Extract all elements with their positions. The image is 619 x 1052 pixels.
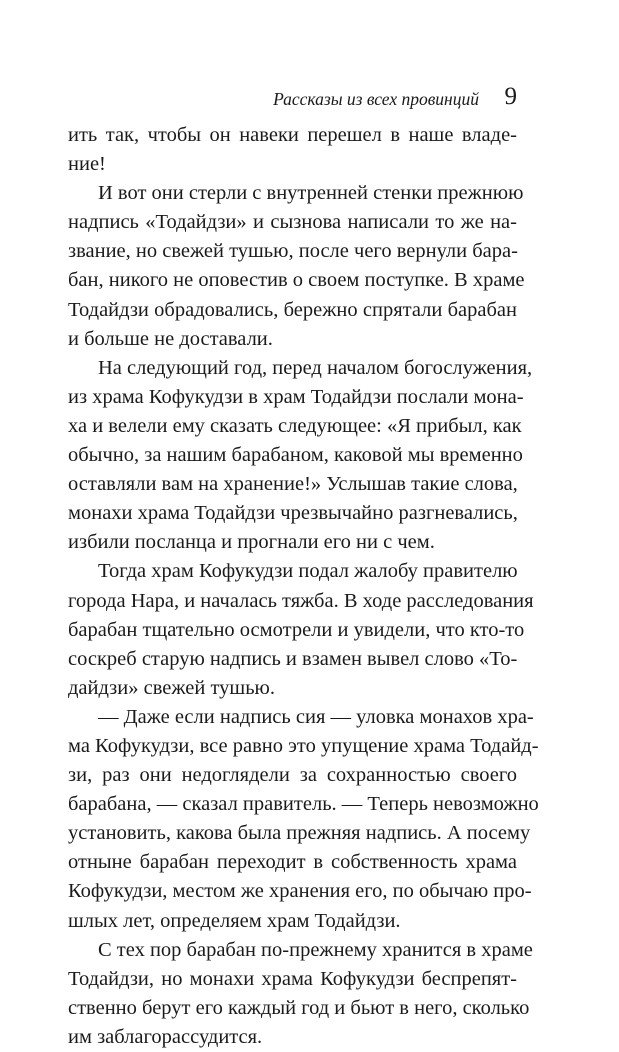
text-line: барабан тщательно осмотрели и увидели, что кто-то [68, 618, 525, 641]
text-line: ха и велели ему сказать следующее: «Я прибыл, как [68, 414, 522, 437]
text-line: избили посланца и прогнали его ни с чем. [68, 531, 435, 554]
running-head [68, 84, 517, 110]
text-line: Тодайдзи обрадовались, бережно спрятали барабан [68, 298, 517, 321]
text-line: монахи храма Тодайдзи чрезвычайно разгневались, [68, 502, 518, 525]
text-line: из храма Кофукудзи в храм Тодайдзи послали мона- [68, 385, 524, 408]
paragraph [68, 354, 533, 558]
section-title: Рассказы из всех провинций [273, 89, 479, 109]
paragraph [68, 936, 533, 1052]
text-line: дайдзи» свежей тушью. [68, 676, 275, 699]
text-line: установить, какова была прежняя надпись. А посему [68, 822, 531, 845]
text-line: им заблагорассудится. [68, 1025, 263, 1048]
text-line: надпись «Тодайдзи» и сызнова написали то же на- [68, 211, 517, 234]
text-line: зи, раз они недоглядели за сохранностью своего [68, 764, 517, 787]
text-line: оставляли вам на хранение!» Услышав такие слова, [68, 473, 518, 496]
paragraph [68, 121, 517, 179]
text-line: и больше не доставали. [68, 327, 273, 350]
paragraph [68, 703, 539, 936]
text-line: ить так, чтобы он навеки перешел в наше владе- [68, 124, 517, 146]
text-line: отныне барабан переходит в собственность храма [68, 851, 517, 874]
text-line: И вот они стерли с внутренней стенки прежнюю [98, 182, 524, 205]
text-line: обычно, за нашим барабаном, каковой мы временно [68, 444, 523, 467]
body-text [68, 121, 539, 1052]
text-line: барабана, — сказал правитель. — Теперь невозможно [68, 793, 539, 816]
text-line: На следующий год, перед началом богослужения, [98, 356, 533, 379]
text-line: С тех пор барабан по-прежнему хранится в храме [98, 938, 533, 961]
text-line: — Даже если надпись сия — уловка монахов хра- [98, 705, 534, 728]
text-line: звание, но свежей тушью, после чего вернули бара- [68, 240, 518, 263]
paragraph [68, 179, 525, 354]
text-line: Тодайдзи, но монахи храма Кофукудзи беспрепят- [68, 967, 517, 990]
page-number: 9 [504, 83, 517, 110]
text-line: города Нара, и началась тяжба. В ходе расследования [68, 589, 534, 612]
paragraph [68, 557, 534, 702]
text-line: бан, никого не оповестив о своем поступке. В храме [68, 269, 525, 292]
text-line: соскреб старую надпись и взамен вывел слово «То- [68, 647, 518, 670]
text-line: Тогда храм Кофукудзи подал жалобу правителю [98, 560, 518, 583]
text-line: ние! [68, 153, 106, 176]
text-line: ма Кофукудзи, все равно это упущение храма Тодайд- [68, 734, 539, 757]
text-line: шлых лет, определяем храм Тодайдзи. [68, 909, 401, 932]
text-line: ственно берут его каждый год и бьют в него, сколько [68, 996, 530, 1019]
text-line: Кофукудзи, местом же хранения его, по обычаю про- [68, 880, 532, 903]
